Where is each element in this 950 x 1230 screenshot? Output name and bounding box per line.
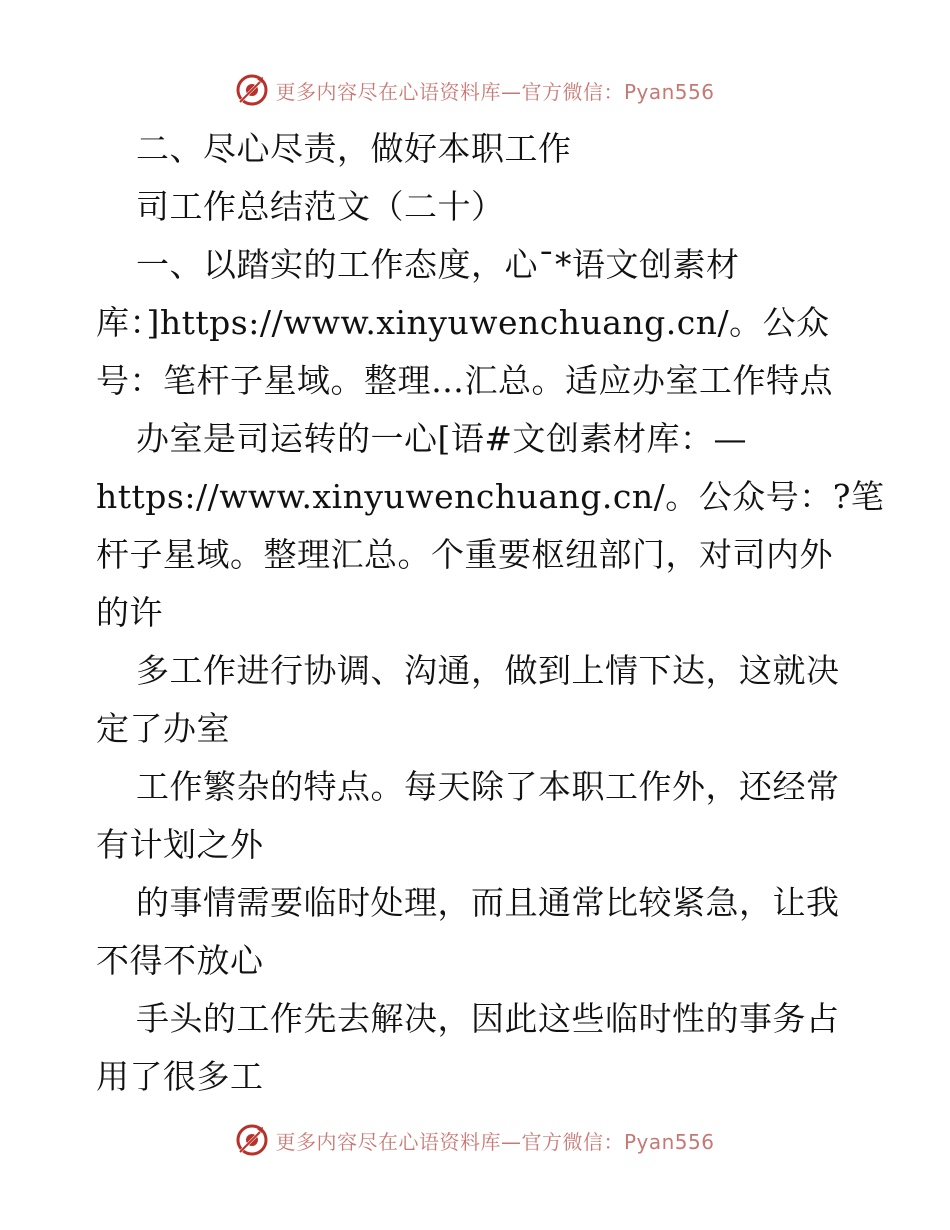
text-line: 多工作进行协调、沟通，做到上情下达，这就决 [136, 651, 840, 690]
text-line: 办室是司运转的一心[语#文创素材库：— [136, 419, 748, 458]
text-line: https://www.xinyuwenchuang.cn/。公众号：?笔 [96, 477, 885, 516]
text-line: 手头的工作先去解决，因此这些临时性的事务占 [136, 999, 840, 1038]
header-banner [0, 72, 950, 108]
text-line: 用了很多工 [96, 1057, 264, 1096]
text-line: 一、以踏实的工作态度，心¯*语文创素材 [136, 245, 740, 284]
text-line: 司工作总结范文（二十） [136, 187, 505, 226]
text-line: 库：]https://www.xinyuwenchuang.cn/。公众 [96, 303, 830, 342]
text-line: 不得不放心 [96, 941, 264, 980]
text-line: 二、尽心尽责，做好本职工作 [136, 129, 572, 168]
text-line: 杆子星域。整理汇总。个重要枢纽部门，对司内外 [96, 535, 833, 574]
text-line: 定了办室 [96, 709, 230, 748]
text-line: 有计划之外 [96, 825, 264, 864]
footer-banner [0, 1122, 950, 1158]
footer-banner-text: 更多内容尽在心语资料库—官方微信：Pyan556 [275, 1129, 715, 1154]
text-line: 的事情需要临时处理，而且通常比较紧急，让我 [136, 883, 840, 922]
document-body [96, 120, 896, 1106]
brand-logo-icon [235, 1123, 269, 1157]
text-line: 号：笔杆子星域。整理…汇总。适应办室工作特点 [96, 361, 833, 400]
text-line: 工作繁杂的特点。每天除了本职工作外，还经常 [136, 767, 840, 806]
brand-logo-icon [235, 73, 269, 107]
header-banner-text: 更多内容尽在心语资料库—官方微信：Pyan556 [275, 79, 715, 104]
text-line: 的许 [96, 593, 163, 632]
